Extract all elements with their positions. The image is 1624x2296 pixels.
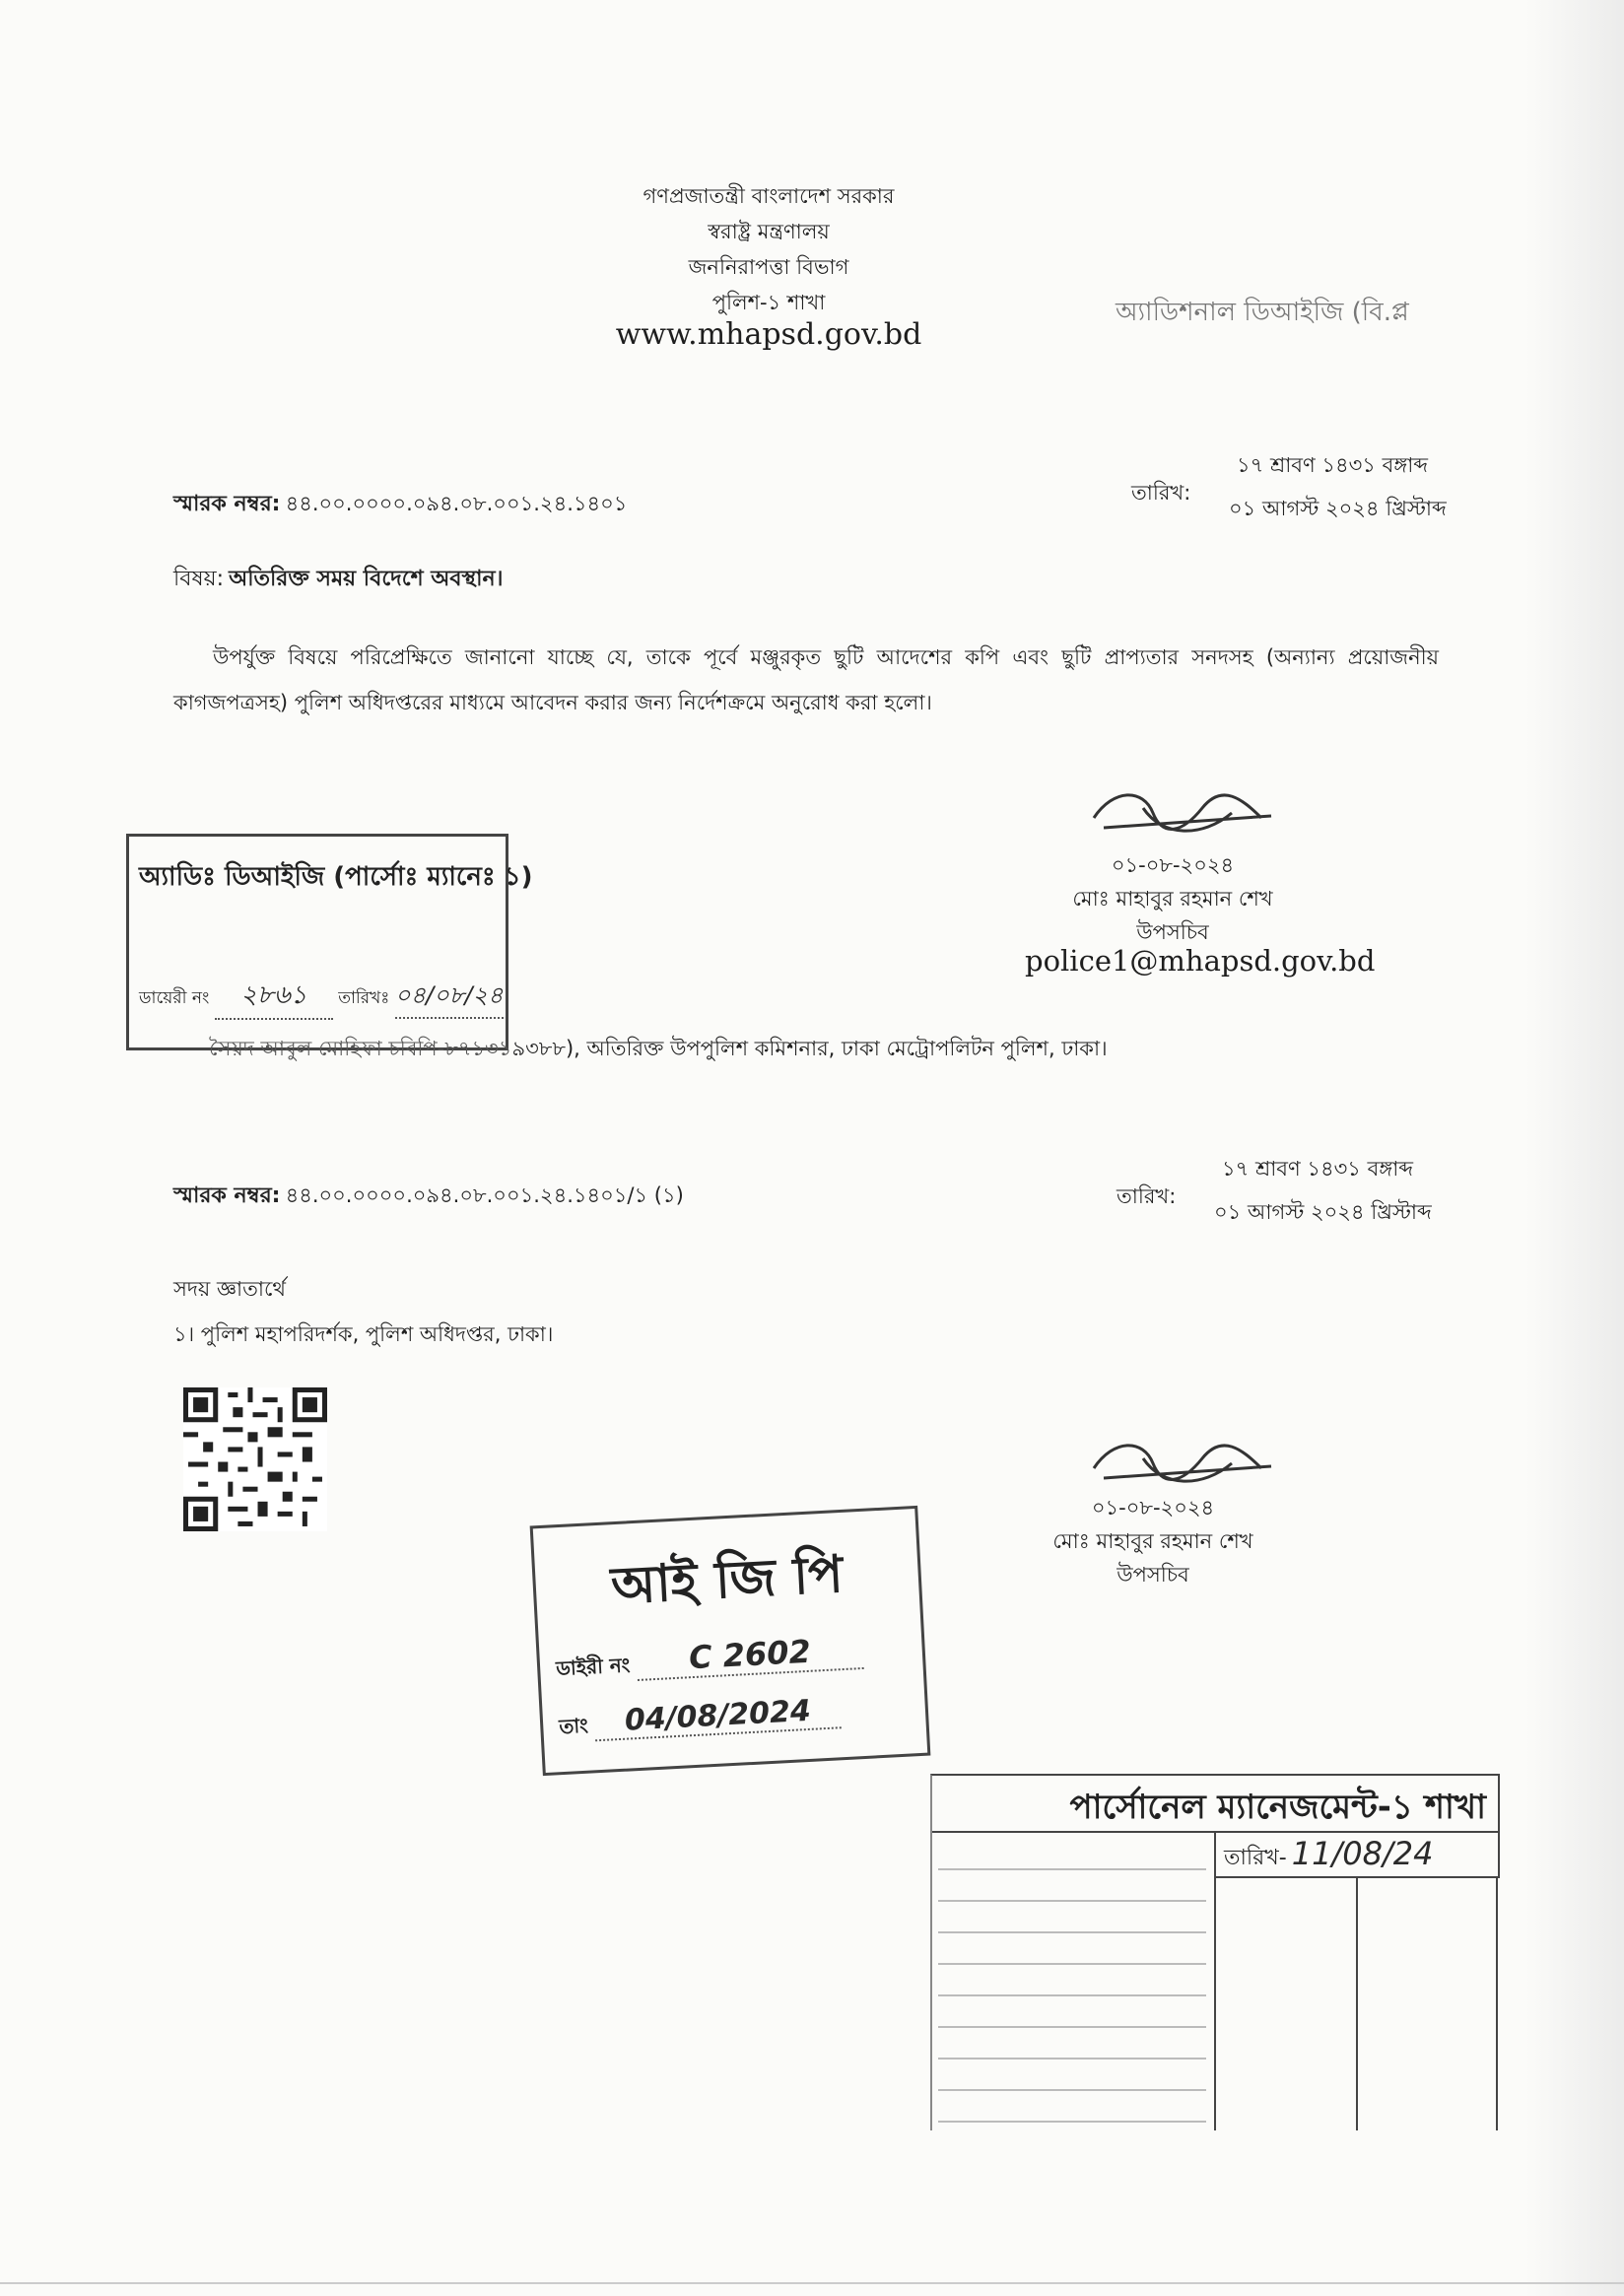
memo2-date-english: ০১ আগস্ট ২০২৪ খ্রিস্টাব্দ [1214,1200,1432,1224]
stamp-igp-diary-no: C 2602 [636,1630,864,1681]
stamp-igp-diary-label: ডাইরী নং [555,1653,631,1681]
stamp-branch [930,1774,1500,2130]
signature-2 [1084,1429,1281,1498]
memo1-date-english: ০১ আগস্ট ২০২৪ খ্রিস্টাব্দ [1229,497,1447,520]
subject-label: বিষয়: [173,567,225,591]
memo2-date-label: তারিখ: [1116,1184,1177,1208]
stamp-branch-title: পার্সোনেল ম্যানেজমেন্ট-১ শাখা [1069,1788,1486,1827]
header-website: www.mhapsd.gov.bd [615,317,922,352]
stamp-addl-dig-date: ০৪/০৮/২৪ [395,978,504,1019]
qr-code [183,1387,327,1531]
memo2-label: স্মারক নম্বর: [173,1183,281,1208]
sig1-name: মোঃ মাহাবুর রহমান শেখ [1072,887,1273,911]
memo1-number: ৪৪.০০.০০০০.০৯৪.০৮.০০১.২৪.১৪০১ [285,492,628,515]
recipient-rest: ৯৩৮৮), অতিরিক্ত উপপুলিশ কমিশনার, ঢাকা মেট্রোপলিটন পুলিশ, ঢাকা। [511,1037,1108,1060]
stamp-addl-dig-date-label: তারিখঃ [338,988,390,1008]
header-branch: পুলিশ-১ শাখা [711,291,826,314]
cc-item-1: ১। পুলিশ মহাপরিদর্শক, পুলিশ অধিদপ্তর, ঢাকা। [173,1322,554,1346]
stamp-addl-dig [126,834,533,1050]
subject-text: অতিরিক্ত সময় বিদেশে অবস্থান। [229,567,504,591]
body-paragraph: উপর্যুক্ত বিষয়ে পরিপ্রেক্ষিতে জানানো যাচ্ছে যে, তাকে পূর্বে মঞ্জুরকৃত ছুটি আদেশের কপি এবং ছুটি প্রাপ্যতার সনদসহ (অন্যান্য প্রয়োজনীয় কাগজপত্রসহ) পুলিশ অধিদপ্তরের মাধ্যমে আবেদন করার জন্য নির্দেশক্রমে অনুরোধ করা হলো। [173,645,1439,714]
stamp-addl-dig-diary-label: ডায়েরী নং [139,988,210,1008]
stamp-branch-divider-2 [1356,1878,1358,2130]
sig1-designation: উপসচিব [1136,920,1209,944]
sig2-name: মোঃ মাহাবুর রহমান শেখ [1052,1529,1253,1553]
sig1-date: ০১-০৮-২০২৪ [1111,853,1235,877]
stamp-branch-date: 11/08/24 [1291,1835,1434,1872]
header-division: জননিরাপত্তা বিভাগ [688,255,849,279]
memo2-date-bangla: ১৭ শ্রাবণ ১৪৩১ বঙ্গাব্দ [1222,1157,1414,1181]
memo2-number: ৪৪.০০.০০০০.০৯৪.০৮.০০১.২৪.১৪০১/১ (১) [285,1183,684,1207]
stamp-branch-date-label: তারিখ- [1224,1846,1287,1870]
top-right-stamp: অ্যাডিশনাল ডিআইজি (বি.প্ল [1116,298,1409,327]
signature-1 [1084,778,1281,847]
stamp-branch-right-edge [1496,1876,1498,2130]
sig2-date: ০১-০৮-২০২৪ [1091,1496,1215,1519]
stamp-branch-faded-rows [938,1839,1206,2125]
stamp-igp-title: আই জি পি [609,1544,845,1617]
recipient-name: সৈয়দ আবুল মোহিফা চবিপি-৮৭১৩১ [209,1037,512,1060]
sig1-email: police1@mhapsd.gov.bd [1025,944,1376,978]
cc-heading: সদয় জ্ঞাতার্থে [173,1277,287,1301]
stamp-igp-date-label: তাং [558,1713,589,1739]
memo1-date-label: তারিখ: [1131,481,1191,505]
scan-bottom-line [0,2282,1624,2284]
memo1-label: স্মারক নম্বর: [173,492,281,516]
stamp-igp-date: 04/08/2024 [594,1692,843,1741]
memo1-date-bangla: ১৭ শ্রাবণ ১৪৩১ বঙ্গাব্দ [1237,453,1429,477]
header-ministry: স্বরাষ্ট্র মন্ত্রণালয় [708,220,830,243]
stamp-igp [530,1506,931,1776]
stamp-addl-dig-title: অ্যাডিঃ ডিআইজি (পার্সোঃ ম্যানেঃ ১) [139,862,533,892]
scan-shadow [1525,0,1624,2296]
header-govt: গণপ্রজাতন্ত্রী বাংলাদেশ সরকার [643,184,895,208]
sig2-designation: উপসচিব [1116,1563,1189,1587]
stamp-addl-dig-diary-no: ২৮৬১ [215,975,333,1020]
